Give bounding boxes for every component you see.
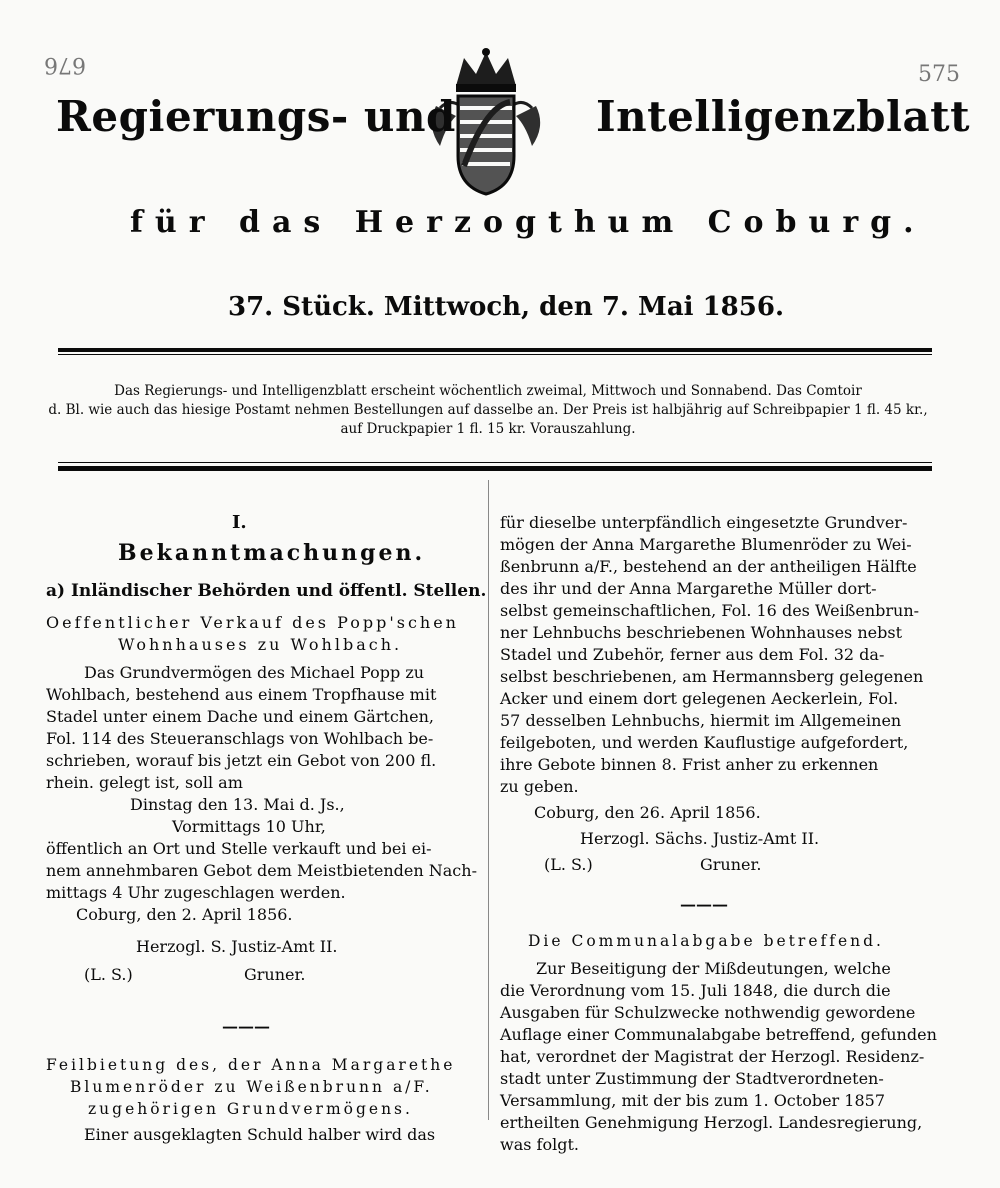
right-article-line: Ausgaben für Schulzwecke nothwendig gewordene [500,1003,916,1022]
subsection-title: a) Inländischer Behörden und öffentl. Stellen. [46,581,487,601]
right-article-line: die Verordnung vom 15. Juli 1848, die durch die [500,981,891,1000]
article1-line: mittags 4 Uhr zugeschlagen werden. [46,883,346,902]
right-line: ihre Gebote binnen 8. Frist anher zu erkennen [500,755,879,774]
right-article-line: hat, verordnet der Magistrat der Herzogl. Residenz- [500,1047,925,1066]
article1-line: Stadel unter einem Dache und einem Gärtchen, [46,707,434,726]
article2-heading-line2: Blumenröder zu Weißenbrunn a/F. [70,1078,433,1096]
right-article-line: Auflage einer Communalabgabe betreffend, gefunden [500,1025,937,1044]
masthead-title-left: Regierungs- und [56,92,456,141]
right-separator: ——— [680,895,728,914]
right-line: feilgeboten, und werden Kauflustige aufgefordert, [500,733,909,752]
article1-authority: Herzogl. S. Justiz-Amt II. [136,937,338,956]
notice-line-3: auf Druckpapier 1 fl. 15 kr. Vorauszahlung. [340,421,636,437]
article1-line: Das Grundvermögen des Michael Popp zu [84,663,425,682]
article1-line: Vormittags 10 Uhr, [172,817,326,836]
right-article-line: was folgt. [500,1135,579,1154]
notice-line-1: Das Regierungs- und Intelligenzblatt erscheint wöchentlich zweimal, Mittwoch und Sonnabend. Das Comtoir [114,383,862,399]
right-line: selbst gemeinschaftlichen, Fol. 16 des Weißenbrun- [500,601,920,620]
section-number: I. [232,512,247,533]
article2-first-line: Einer ausgeklagten Schuld halber wird das [84,1125,436,1144]
right-line: ßenbrunn a/F., bestehend an der antheiligen Hälfte [500,557,917,576]
right-authority: Herzogl. Sächs. Justiz-Amt II. [580,829,820,848]
article1-line: Wohlbach, bestehend aus einem Tropfhause mit [46,685,437,704]
section-title: Bekanntmachungen. [118,540,426,566]
right-line: zu geben. [500,777,579,796]
right-line: ner Lehnbuchs beschriebenen Wohnhauses nebst [500,623,902,642]
masthead-title-right: Intelligenzblatt [596,92,970,141]
article2-heading-line3: zugehörigen Grundvermögens. [88,1100,413,1118]
right-article-heading: Die Communalabgabe betreffend. [528,932,884,950]
article1-heading-line2: Wohnhauses zu Wohlbach. [118,635,403,654]
right-line: des ihr und der Anna Margarethe Müller dort- [500,579,877,598]
article1-seal: (L. S.) [84,965,133,984]
right-line: 57 desselben Lehnbuchs, hiermit im Allgemeinen [500,711,902,730]
article1-line: rhein. gelegt ist, soll am [46,773,243,792]
page-number-right: 575 [918,62,960,87]
right-article-line: ertheilten Genehmigung Herzogl. Landesregierung, [500,1113,923,1132]
right-line: Stadel und Zubehör, ferner aus dem Fol. 32 da- [500,645,885,664]
article2-heading-line1: Feilbietung des, der Anna Margarethe [46,1056,456,1074]
article1-line: Fol. 114 des Steueranschlags von Wohlbach be- [46,729,434,748]
right-line: selbst beschriebenen, am Hermannsberg gelegenen [500,667,924,686]
right-signature: Gruner. [700,855,762,874]
left-separator: ——— [222,1017,270,1036]
right-seal: (L. S.) [544,855,593,874]
article1-heading-line1: Oeffentlicher Verkauf des Popp'schen [46,613,459,632]
right-line: Acker und einem dort gelegenen Aeckerlein, Fol. [500,689,899,708]
right-article-line: Zur Beseitigung der Mißdeutungen, welche [536,959,891,978]
right-article-line: Versammlung, mit der bis zum 1. October 1857 [500,1091,885,1110]
article1-line: nem annehmbaren Gebot dem Meistbietenden Nach- [46,861,477,880]
article1-line: schrieben, worauf bis jetzt ein Gebot von 200 fl. [46,751,437,770]
right-line: für dieselbe unterpfändlich eingesetzte Grundver- [500,513,908,532]
article1-line: öffentlich an Ort und Stelle verkauft und bei ei- [46,839,432,858]
article1-line: Dinstag den 13. Mai d. Js., [130,795,345,814]
right-article-line: stadt unter Zustimmung der Stadtverordneten- [500,1069,884,1088]
right-line: mögen der Anna Margarethe Blumenröder zu Wei- [500,535,912,554]
article1-date: Coburg, den 2. April 1856. [76,905,293,924]
issue-line: 37. Stück. Mittwoch, den 7. Mai 1856. [228,292,785,322]
masthead-subtitle: für das Herzogthum Coburg. [130,205,926,240]
page-number-left: 676 [44,52,86,77]
notice-line-2: d. Bl. wie auch das hiesige Postamt nehmen Bestellungen auf dasselbe an. Der Preis ist halbjährig auf Schreibpapier 1 fl. 45 kr., [48,402,928,418]
article1-signature: Gruner. [244,965,306,984]
right-date: Coburg, den 26. April 1856. [534,803,761,822]
